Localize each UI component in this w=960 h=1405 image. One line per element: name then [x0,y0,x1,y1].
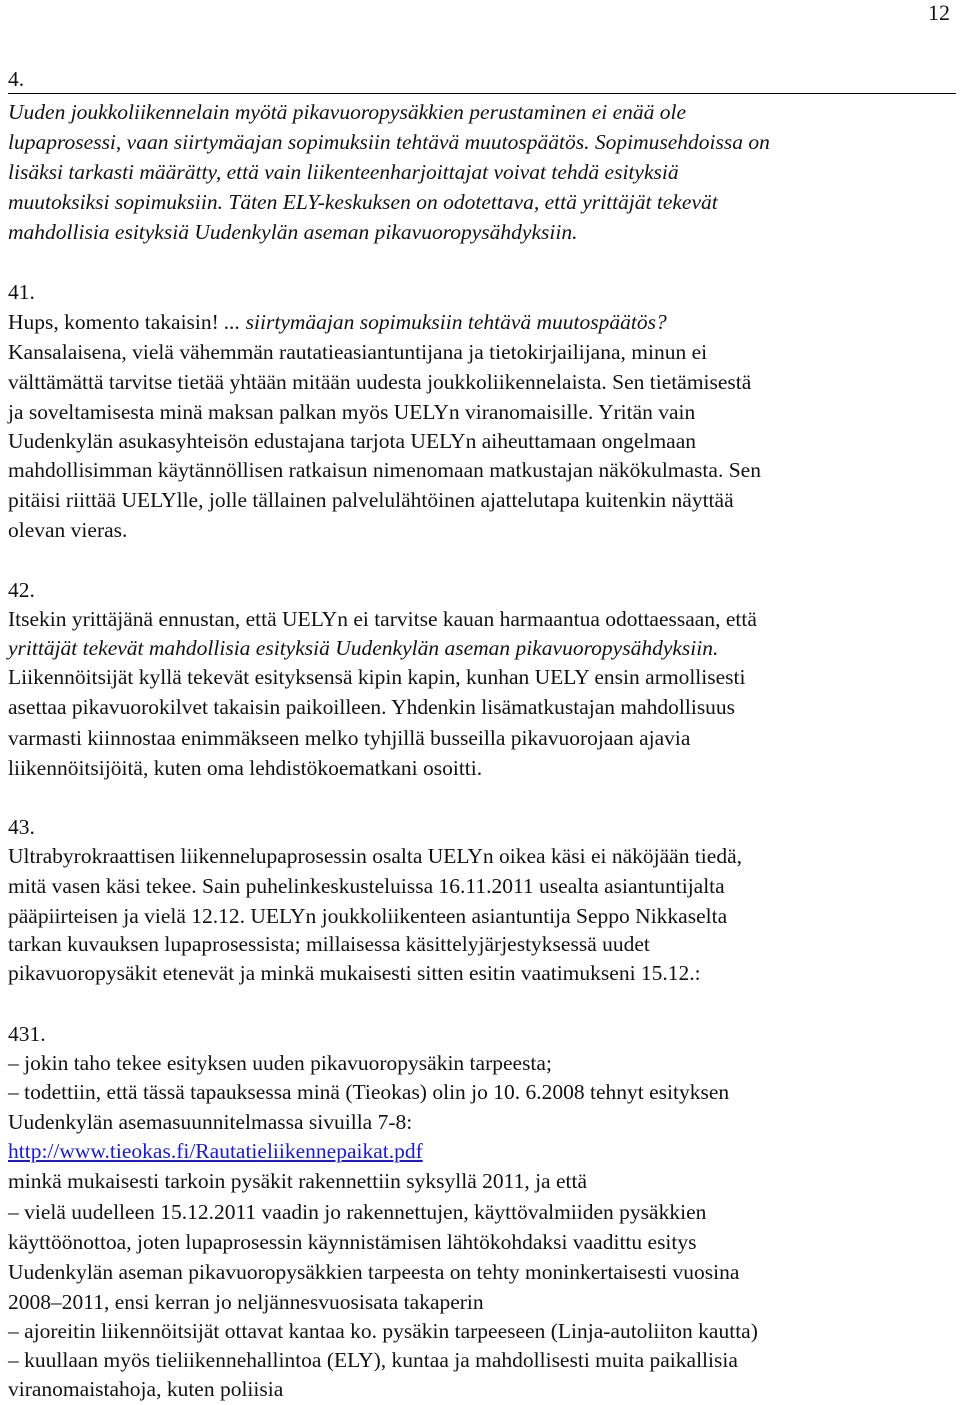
exclamation-text: Hups, komento takaisin! [8,310,225,334]
section-number: 4. [8,67,25,91]
paragraph-line: lupaprosessi, vaan siirtymäajan sopimuksiin tehtävä muutospäätös. Sopimusehdoissa on [8,130,770,154]
list-item: – todettiin, että tässä tapauksessa minä (Tieokas) olin jo 10. 6.2008 tehnyt esityksen [8,1080,730,1104]
paragraph-line: minkä mukaisesti tarkoin pysäkit rakennettiin syksyllä 2011, ja että [8,1169,587,1193]
paragraph-line: ja soveltamisesta minä maksan palkan myös UELYn viranomaisille. Yritän vain [8,400,696,424]
list-item: – vielä uudelleen 15.12.2011 vaadin jo rakennettujen, käyttövalmiiden pysäkkien [8,1200,707,1224]
paragraph-line: mahdollisimman käytännöllisen ratkaisun nimenomaan matkustajan näkökulmasta. Sen [8,458,761,482]
pdf-link[interactable]: http://www.tieokas.fi/Rautatieliikennepaikat.pdf [8,1139,423,1163]
paragraph-line: Liikennöitsijät kyllä tekevät esityksensä kipin kapin, kunhan UELY ensin armollisesti [8,665,746,689]
page-number: 12 [928,0,950,25]
paragraph-line: pikavuoropysäkit etenevät ja minkä mukaisesti sitten esitin vaatimukseni 15.12.: [8,961,701,985]
paragraph-line: Ultrabyrokraattisen liikennelupaprosessin osalta UELYn oikea käsi ei näköjään tiedä, [8,844,742,868]
paragraph-line: pääpiirteisen ja vielä 12.12. UELYn joukkoliikenteen asiantuntija Seppo Nikkaselta [8,904,728,928]
paragraph-line [8,308,667,337]
list-item: – ajoreitin liikennöitsijät ottavat kantaa ko. pysäkin tarpeeseen (Linja-autoliiton kautta) [8,1319,758,1343]
section-number: 41. [8,280,35,304]
paragraph-line: asettaa pikavuorokilvet takaisin paikoilleen. Yhdenkin lisämatkustajan mahdollisuus [8,695,736,719]
section-number: 43. [8,815,35,839]
quoted-question: ... siirtymäajan sopimuksiin tehtävä muutospäätös? [224,310,667,334]
paragraph-line: lisäksi tarkasti määrätty, että vain liikenteenharjoittajat voivat tehdä esityksiä [8,160,679,184]
paragraph-line: välttämättä tarvitse tietää yhtään mitään uudesta joukkoliikennelaista. Sen tietämisestä [8,370,752,394]
paragraph-line: Uudenkylän aseman pikavuoropysäkkien tarpeesta on tehty moninkertaisesti vuosina [8,1260,740,1284]
paragraph-line: Itsekin yrittäjänä ennustan, että UELYn ei tarvitse kauan harmaantua odottaessaan, että [8,607,757,631]
header-rule [8,93,956,94]
paragraph-line: varmasti kiinnostaa enimmäkseen melko tyhjillä busseilla pikavuorojaan ajavia [8,726,691,750]
paragraph-line: pitäisi riittää UELYlle, jolle tällainen palvelulähtöinen ajattelutapa kuitenkin näyttää [8,488,734,512]
paragraph-line: viranomaistahoja, kuten poliisia [8,1377,284,1401]
paragraph-line: 2008–2011, ensi kerran jo neljännesvuosisata takaperin [8,1290,484,1314]
section-number: 42. [8,578,35,602]
paragraph-line: olevan vieras. [8,518,128,542]
paragraph-line: Uudenkylän asemasuunnitelmassa sivuilla 7-8: [8,1110,413,1134]
paragraph-line: mahdollisia esityksiä Uudenkylän aseman pikavuoropysähdyksiin. [8,220,578,244]
paragraph-line: tarkan kuvauksen lupaprosessista; millaisessa käsittelyjärjestyksessä uudet [8,932,650,956]
paragraph-line: muutoksiksi sopimuksiin. Täten ELY-keskuksen on odotettava, että yrittäjät tekevät [8,190,718,214]
paragraph-line: Kansalaisena, vielä vähemmän rautatieasiantuntijana ja tietokirjailijana, minun ei [8,340,708,364]
list-item: – jokin taho tekee esityksen uuden pikavuoropysäkin tarpeesta; [8,1051,552,1075]
paragraph-line: yrittäjät tekevät mahdollisia esityksiä Uudenkylän aseman pikavuoropysähdyksiin. [8,636,719,660]
paragraph-line: Uudenkylän asukasyhteisön edustajana tarjota UELYn aiheuttamaan ongelmaan [8,429,697,453]
paragraph-line: mitä vasen käsi tekee. Sain puhelinkeskusteluissa 16.11.2011 usealta asiantuntijalta [8,874,725,898]
paragraph-line: liikennöitsijöitä, kuten oma lehdistökoematkani osoitti. [8,756,483,780]
paragraph-line: käyttöönottoa, joten lupaprosessin käynnistämisen lähtökohdaksi vaadittu esitys [8,1230,697,1254]
list-item: – kuullaan myös tieliikennehallintoa (ELY), kuntaa ja mahdollisesti muita paikallisia [8,1348,738,1372]
paragraph-line: Uuden joukkoliikennelain myötä pikavuoropysäkkien perustaminen ei enää ole [8,100,687,124]
section-number: 431. [8,1022,46,1046]
